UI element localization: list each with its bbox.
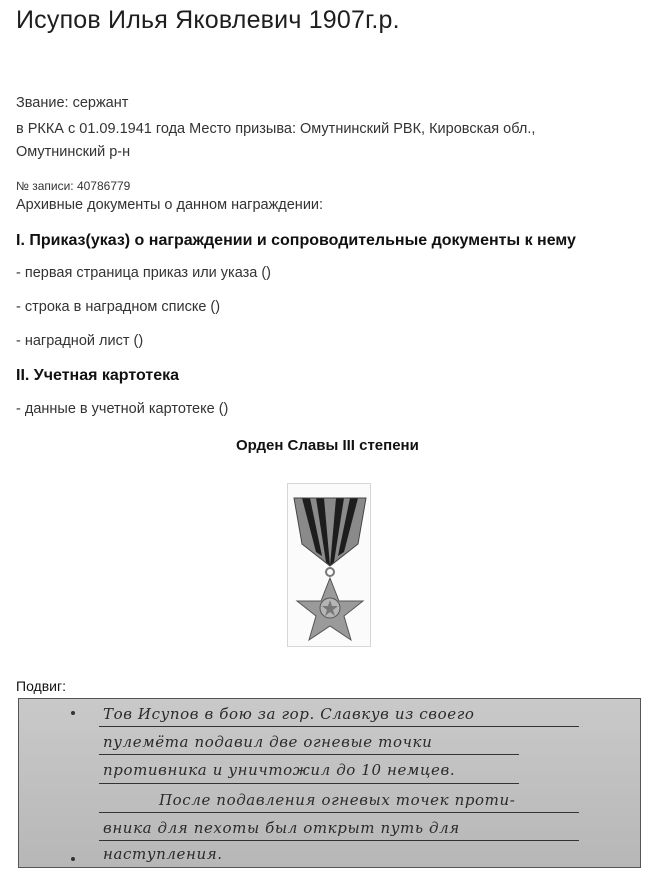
rank-text: Звание: сержант <box>16 95 129 111</box>
archive-heading: Архивные документы о данном награждении: <box>16 197 324 213</box>
section-1-item-3[interactable]: - наградной лист () <box>16 333 144 349</box>
feat-label: Подвиг: <box>16 678 66 694</box>
feat-document-scan <box>18 698 641 868</box>
section-2-title: II. Учетная картотека <box>16 367 179 384</box>
margin-mark <box>71 711 75 715</box>
order-of-glory-medal-icon <box>287 483 371 647</box>
award-caption: Орден Славы III степени <box>236 437 419 454</box>
service-line-1: в РККА с 01.09.1941 года Место призыва: Омутнинский РВК, Кировская обл., <box>16 121 536 137</box>
ribbon <box>294 498 366 566</box>
feat-line-4: После подавления огневых точек проти- <box>159 791 516 809</box>
margin-mark <box>71 857 75 861</box>
feat-line-3: противника и уничтожил до 10 немцев. <box>103 761 456 779</box>
record-number: № записи: 40786779 <box>16 179 131 193</box>
feat-line-2: пулемёта подавил две огневые точки <box>103 733 433 751</box>
page-title: Исупов Илья Яковлевич 1907г.р. <box>16 6 400 34</box>
section-2-item-1[interactable]: - данные в учетной картотеке () <box>16 401 229 417</box>
feat-line-6: наступления. <box>103 845 223 863</box>
feat-line-1: Тов Исупов в бою за гор. Славкув из своего <box>103 705 475 723</box>
section-1-item-2[interactable]: - строка в наградном списке () <box>16 299 221 315</box>
feat-line-5: вника для пехоты был открыт путь для <box>103 819 460 837</box>
section-1-title: I. Приказ(указ) о награждении и сопроводительные документы к нему <box>16 232 576 249</box>
section-1-item-1[interactable]: - первая страница приказ или указа () <box>16 265 272 281</box>
service-line-2: Омутнинский р-н <box>16 144 131 160</box>
